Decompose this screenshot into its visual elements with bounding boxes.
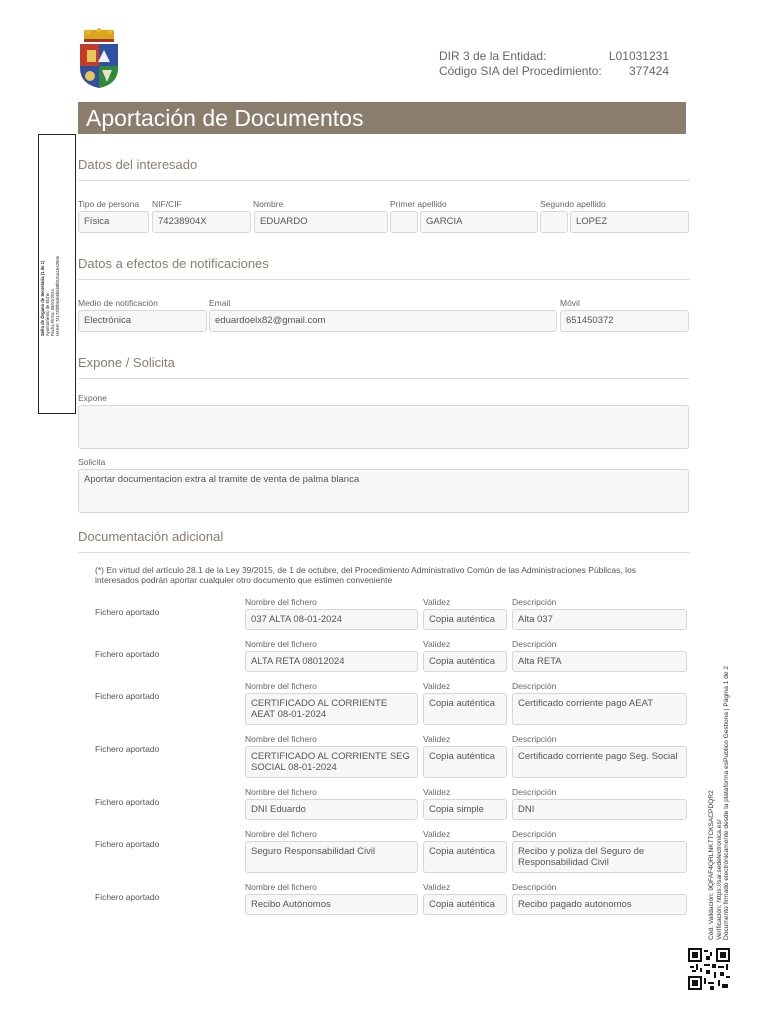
divider [78, 378, 690, 379]
nombre-fichero-field[interactable]: ALTA RETA 08012024 [245, 651, 418, 672]
descripcion-field[interactable]: Certificado corriente pago AEAT [512, 693, 687, 725]
descripcion-label: Descripción [512, 681, 557, 691]
validez-field[interactable]: Copia simple [423, 799, 507, 820]
sia-value: 377424 [628, 64, 669, 78]
nombre-fichero-label: Nombre del fichero [245, 787, 317, 797]
email-label: Email [209, 298, 231, 308]
seal-stamp [40, 216, 60, 336]
nombre-fichero-field[interactable]: Seguro Responsabilidad Civil [245, 841, 418, 873]
movil-field[interactable]: 651450372 [560, 310, 689, 332]
solicita-label: Solicita [78, 457, 106, 467]
validez-field[interactable]: Copia auténtica [423, 894, 507, 915]
nombre-fichero-field[interactable]: CERTIFICADO AL CORRIENTE SEG SOCIAL 08-01-2024 [245, 746, 418, 778]
descripcion-field[interactable]: Alta 037 [512, 609, 687, 630]
validez-field[interactable]: Copia auténtica [423, 651, 507, 672]
validation-line-2: Verificación: https://sai.sedelectronica.es/ [715, 819, 723, 940]
divider [78, 552, 690, 553]
segundo-apellido-prefix-field[interactable] [540, 211, 568, 233]
descripcion-field[interactable]: Recibo pagado autonomos [512, 894, 687, 915]
validation-text [708, 666, 731, 940]
descripcion-label: Descripción [512, 787, 557, 797]
section-notificaciones: Datos a efectos de notificaciones [78, 256, 269, 271]
validation-line-3: Documento firmado electrónicamente desde la plataforma esPublico Gestiona | Página 1 de 2 [723, 665, 730, 940]
expone-textarea[interactable] [78, 405, 689, 449]
nombre-fichero-field[interactable]: 037 ALTA 08-01-2024 [245, 609, 418, 630]
nombre-fichero-field[interactable]: DNI Eduardo [245, 799, 418, 820]
fichero-aportado-label: Fichero aportado [95, 839, 160, 849]
nombre-fichero-label: Nombre del fichero [245, 829, 317, 839]
page-title: Aportación de Documentos [86, 105, 364, 131]
qr-code-icon [688, 948, 730, 990]
coat-of-arms-icon [78, 28, 120, 90]
descripcion-field[interactable]: Certificado corriente pago Seg. Social [512, 746, 687, 778]
email-field[interactable]: eduardoelx82@gmail.com [209, 310, 557, 332]
nif-label: NIF/CIF [152, 199, 182, 209]
primer-apellido-prefix-field[interactable] [390, 211, 418, 233]
validez-field[interactable]: Copia auténtica [423, 841, 507, 873]
nombre-fichero-field[interactable]: Recibo Autónomos [245, 894, 418, 915]
movil-label: Móvil [560, 298, 580, 308]
seal-line-4: HASH: 74173f2fb64b6beb8f812a1164260e [55, 255, 60, 336]
validez-label: Validez [423, 787, 451, 797]
legal-note [95, 565, 690, 585]
nombre-field[interactable]: EDUARDO [254, 211, 388, 233]
validez-field[interactable]: Copia auténtica [423, 746, 507, 778]
fichero-aportado-label: Fichero aportado [95, 892, 160, 902]
medio-notificacion-field[interactable]: Electrónica [78, 310, 207, 332]
segundo-apellido-field[interactable]: LOPEZ [570, 211, 689, 233]
nombre-fichero-label: Nombre del fichero [245, 882, 317, 892]
nombre-fichero-label: Nombre del fichero [245, 639, 317, 649]
dir3-value: L01031231 [608, 49, 669, 63]
fichero-aportado-label: Fichero aportado [95, 797, 160, 807]
legal-note-line-2: interesados podrán aportar cualquier otro documento que estimen conveniente [95, 575, 393, 585]
segundo-apellido-label: Segundo apellido [540, 199, 606, 209]
sia-label: Código SIA del Procedimiento: [439, 64, 602, 78]
seal-line-1: Sello de Órgano de Secretaria (1 de 1) [40, 260, 45, 336]
legal-note-line-1: (*) En virtud del artículo 28.1 de la Ley 39/2015, de 1 de octubre, del Procedimiento Administrativo Común de las Administraciones Públicas, los [95, 565, 636, 575]
primer-apellido-field[interactable]: GARCIA [420, 211, 538, 233]
validation-line-1: Cód. Validación: 9QFAF4QRLNK7TCKSACPDQR2 [708, 790, 715, 940]
nombre-fichero-field[interactable]: CERTIFICADO AL CORRIENTE AEAT 08-01-2024 [245, 693, 418, 725]
tipo-persona-field[interactable]: Física [78, 211, 149, 233]
expone-label: Expone [78, 393, 107, 403]
section-expone-solicita: Expone / Solicita [78, 355, 175, 370]
descripcion-field[interactable]: Alta RETA [512, 651, 687, 672]
fichero-aportado-label: Fichero aportado [95, 649, 160, 659]
descripcion-field[interactable]: Recibo y poliza del Seguro de Responsabilidad Civil [512, 841, 687, 873]
fichero-aportado-label: Fichero aportado [95, 691, 160, 701]
validez-label: Validez [423, 681, 451, 691]
validez-label: Validez [423, 882, 451, 892]
seal-line-2: Ayuntamiento de Elche [45, 293, 50, 336]
page-title-bar [78, 102, 686, 134]
nombre-fichero-label: Nombre del fichero [245, 597, 317, 607]
validez-label: Validez [423, 734, 451, 744]
tipo-persona-label: Tipo de persona [78, 199, 140, 209]
fichero-aportado-label: Fichero aportado [95, 607, 160, 617]
divider [78, 279, 690, 280]
solicita-textarea[interactable]: Aportar documentacion extra al tramite de venta de palma blanca [78, 469, 689, 513]
nombre-fichero-label: Nombre del fichero [245, 734, 317, 744]
nif-field[interactable]: 74238904X [152, 211, 251, 233]
divider [78, 180, 690, 181]
nombre-label: Nombre [253, 199, 284, 209]
medio-notificacion-label: Medio de notificación [78, 298, 158, 308]
descripcion-label: Descripción [512, 882, 557, 892]
descripcion-label: Descripción [512, 639, 557, 649]
descripcion-label: Descripción [512, 734, 557, 744]
primer-apellido-label: Primer apellido [390, 199, 447, 209]
validez-label: Validez [423, 639, 451, 649]
descripcion-label: Descripción [512, 597, 557, 607]
seal-line-3: Fecha Firma: 08/01/2024 [50, 289, 55, 336]
section-interesado: Datos del interesado [78, 157, 198, 172]
validez-field[interactable]: Copia auténtica [423, 693, 507, 725]
descripcion-label: Descripción [512, 829, 557, 839]
fichero-aportado-label: Fichero aportado [95, 744, 160, 754]
descripcion-field[interactable]: DNI [512, 799, 687, 820]
dir3-label: DIR 3 de la Entidad: [439, 49, 547, 63]
section-documentacion: Documentación adicional [78, 529, 224, 544]
nombre-fichero-label: Nombre del fichero [245, 681, 317, 691]
validez-field[interactable]: Copia auténtica [423, 609, 507, 630]
validez-label: Validez [423, 597, 451, 607]
validez-label: Validez [423, 829, 451, 839]
